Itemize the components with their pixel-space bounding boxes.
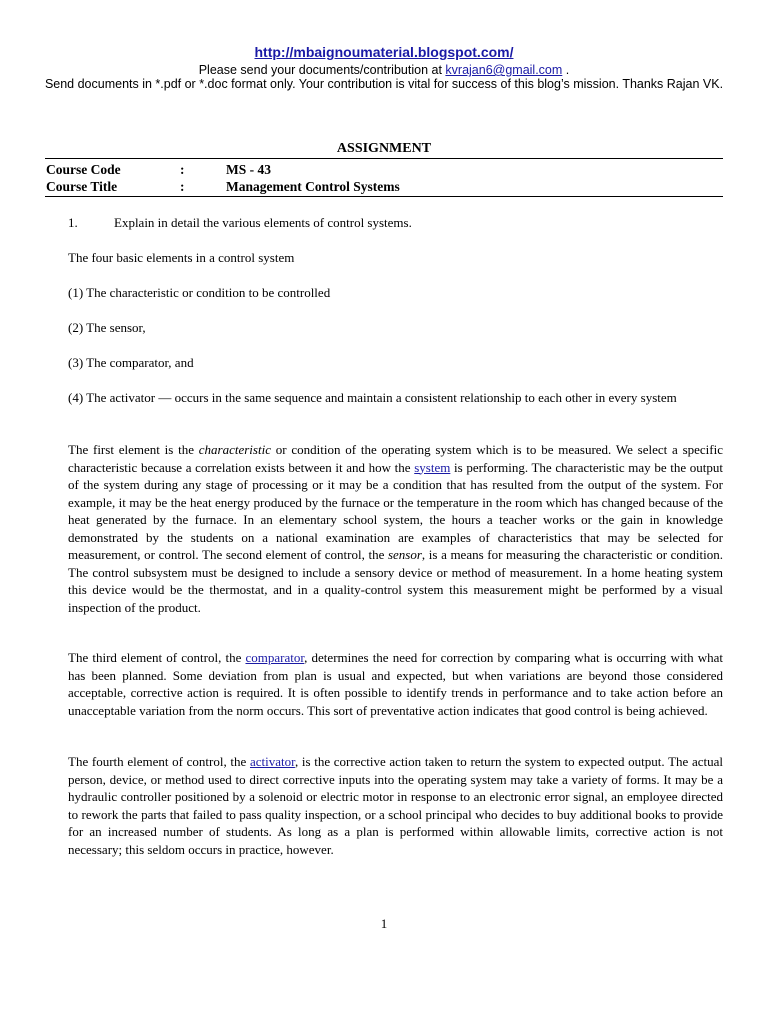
comparator-link[interactable]: comparator: [245, 650, 305, 665]
bottom-divider: [45, 196, 723, 197]
third-text-b: , determines the need for correction by comparing what is occurring with what has been planned. Some deviation from plan is usual and expected, but when variations are beyond those considered acceptable, corrective action is required. It is often possible to identify trends in performance and to take action before an unacceptable variation from the norm occurs. This sort of preventative action indicates that good control is being achieved.: [68, 650, 724, 718]
assignment-title: ASSIGNMENT: [336, 141, 432, 156]
element-3: (3) The comparator, and: [68, 355, 194, 370]
first-text-c: is performing. The characteristic may be the output of the system during any stage of processing or it may be a condition that has resulted from the output of the system. For example, it may be the heat energy produced by the furnace or the temperature in the room which has changed because of the heat generated by the furnace. In an elementary school system, the hours a teacher works or the gain in knowledge demonstrated by the students on a national examination are examples of characteristics that may be selected for measurement, or control. The second element of control, the: [68, 459, 724, 562]
course-code-separator: :: [180, 162, 185, 177]
course-title-separator: :: [180, 179, 185, 194]
paragraph-third-element: [68, 649, 723, 719]
elements-intro: The four basic elements in a control system: [68, 250, 295, 265]
paragraph-fourth-element: [68, 753, 723, 858]
paragraph-first-element: [68, 441, 723, 616]
first-text-b: or condition of the operating system which is to be measured. We select a specific characteristic because a correlation exists between it and how the: [68, 442, 723, 475]
fourth-text-a: The fourth element of control, the: [68, 754, 250, 769]
sensor-term: sensor: [387, 547, 422, 562]
question-number: 1.: [68, 215, 78, 230]
question-1: [68, 214, 723, 232]
fourth-text-b: , is the corrective action taken to return the system to expected output. The actual person, device, or method used to direct corrective inputs into the operating system may take a variety of forms. It may be a hydraulic controller positioned by a solenoid or electric motor in response to an electronic error signal, an employee directed to rework the parts that failed to pass quality inspection, or a school principal who decides to buy additional books to provide for an increased number of students. As long as a plan is performed within allowable limits, corrective action is not necessary; this seldom occurs in practice, however.: [68, 754, 723, 857]
course-title-label: Course Title: [46, 179, 118, 194]
question-text: Explain in detail the various elements of control systems.: [114, 215, 412, 230]
course-code-value: MS - 43: [226, 162, 271, 177]
element-4: (4) The activator — occurs in the same sequence and maintain a consistent relationship to each other in every system: [68, 390, 677, 405]
top-divider: [45, 158, 723, 159]
course-title-value: Management Control Systems: [226, 179, 400, 194]
email-link[interactable]: kvrajan6@gmail.com: [445, 63, 563, 77]
characteristic-term: characteristic: [198, 442, 271, 457]
element-2: (2) The sensor,: [68, 320, 146, 335]
contribution-suffix: .: [562, 63, 570, 77]
page-number: 1: [380, 916, 388, 931]
element-1: (1) The characteristic or condition to be controlled: [68, 285, 331, 300]
first-text-d: , is a means for measuring the characteristic or condition. The control subsystem must be designed to include a sensory device or method of measurement. In a home heating system this device would be the thermostat, and in a quality-control system this measurement might be performed by a visual inspection of the product.: [68, 547, 723, 615]
blog-url-link[interactable]: http://mbaignoumaterial.blogspot.com/: [254, 44, 514, 60]
first-text-a: The first element is the: [68, 442, 199, 457]
format-note: Send documents in *.pdf or *.doc format only. Your contribution is vital for success of this blog’s mission. Thanks Rajan VK.: [44, 77, 724, 91]
contribution-line: [40, 63, 728, 77]
course-code-label: Course Code: [46, 162, 121, 177]
activator-link[interactable]: activator: [249, 754, 295, 769]
system-link[interactable]: system: [414, 459, 451, 475]
third-text-a: The third element of control, the: [68, 650, 246, 665]
contribution-prefix: Please send your documents/contribution at: [198, 63, 446, 77]
